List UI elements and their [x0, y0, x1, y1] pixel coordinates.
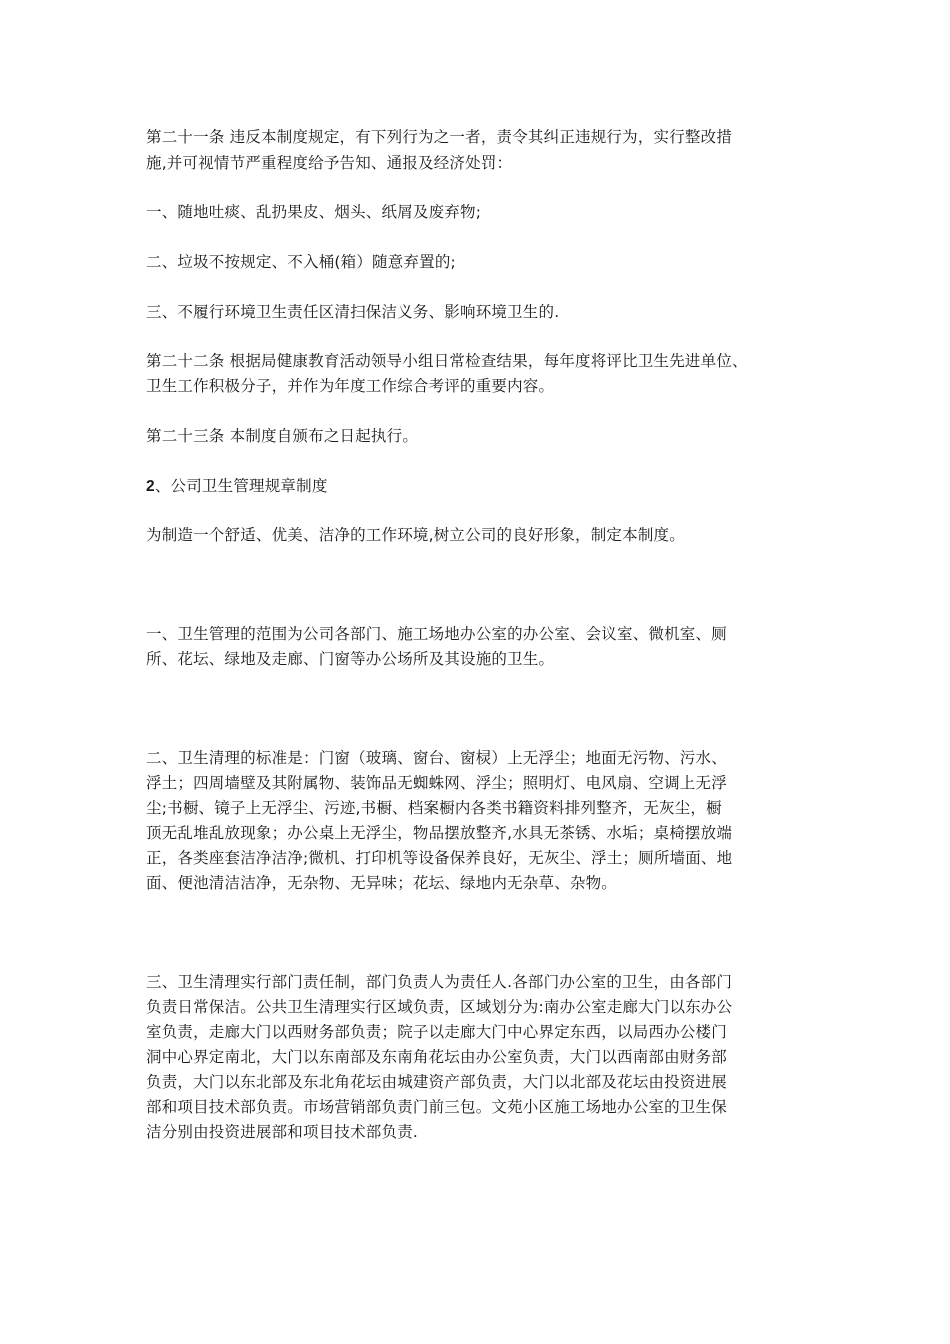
rule-3-line-5: 负责，大门以东北部及东北角花坛由城建资产部负责，大门以北部及花坛由投资进展: [146, 1073, 727, 1091]
rule-2-line-3: 尘;书橱、镜子上无浮尘、污迹,书橱、档案橱内各类书籍资料排列整齐，无灰尘，橱: [146, 799, 722, 817]
rule-3-line-6: 部和项目技术部负责。市场营销部负责门前三包。文苑小区施工场地办公室的卫生保: [146, 1098, 727, 1116]
rule-2-line-2: 浮土；四周墙壁及其附属物、装饰品无蜘蛛网、浮尘；照明灯、电风扇、空调上无浮: [146, 774, 727, 792]
rule-2-line-4: 顶无乱堆乱放现象；办公桌上无浮尘，物品摆放整齐,水具无茶锈、水垢；桌椅摆放端: [146, 824, 733, 842]
penalty-item-3: 三、不履行环境卫生责任区清扫保洁义务、影响环境卫生的.: [146, 303, 560, 321]
rule-3-line-3: 室负责，走廊大门以西财务部负责；院子以走廊大门中心界定东西，以局西办公楼门: [146, 1023, 727, 1041]
rule-3-line-1: 三、卫生清理实行部门责任制，部门负责人为责任人.各部门办公室的卫生，由各部门: [146, 973, 733, 991]
section-2-number: 2: [146, 478, 155, 495]
rule-3-line-4: 洞中心界定南北，大门以东南部及东南角花坛由办公室负责，大门以西南部由财务部: [146, 1048, 727, 1066]
article-21-line-2: 施,并可视情节严重程度给予告知、通报及经济处罚：: [146, 154, 513, 172]
rule-1-line-1: 一、卫生管理的范围为公司各部门、施工场地办公室的办公室、会议室、微机室、厕: [146, 625, 727, 643]
rule-3-line-2: 负责日常保洁。公共卫生清理实行区域负责，区域划分为:南办公室走廊大门以东办公: [146, 998, 733, 1016]
article-23: 第二十三条 本制度自颁布之日起执行。: [146, 427, 419, 445]
article-21-line-1: 第二十一条 违反本制度规定，有下列行为之一者，责令其纠正违规行为，实行整改措: [146, 128, 733, 146]
rule-1-line-2: 所、花坛、绿地及走廊、门窗等办公场所及其设施的卫生。: [146, 650, 555, 668]
rule-2-line-6: 面、便池清洁洁净，无杂物、无异味；花坛、绿地内无杂草、杂物。: [146, 874, 618, 892]
penalty-item-2: 二、垃圾不按规定、不入桶(箱）随意弃置的;: [146, 253, 456, 271]
rule-2-line-1: 二、卫生清理的标准是：门窗（玻璃、窗台、窗棂）上无浮尘；地面无污物、污水、: [146, 749, 727, 767]
article-22-line-1: 第二十二条 根据局健康教育活动领导小组日常检查结果，每年度将评比卫生先进单位、: [146, 352, 748, 370]
rule-3-line-7: 洁分别由投资进展部和项目技术部负责.: [146, 1123, 419, 1141]
article-22-line-2: 卫生工作积极分子，并作为年度工作综合考评的重要内容。: [146, 377, 555, 395]
section-2-intro: 为制造一个舒适、优美、洁净的工作环境,树立公司的良好形象，制定本制度。: [146, 526, 685, 544]
section-2-title: 、公司卫生管理规章制度: [154, 477, 328, 495]
section-2-heading: [146, 476, 328, 497]
penalty-item-1: 一、随地吐痰、乱扔果皮、烟头、纸屑及废弃物;: [146, 203, 482, 221]
rule-2-line-5: 正，各类座套洁净洁净;微机、打印机等设备保养良好，无灰尘、浮土；厕所墙面、地: [146, 849, 733, 867]
